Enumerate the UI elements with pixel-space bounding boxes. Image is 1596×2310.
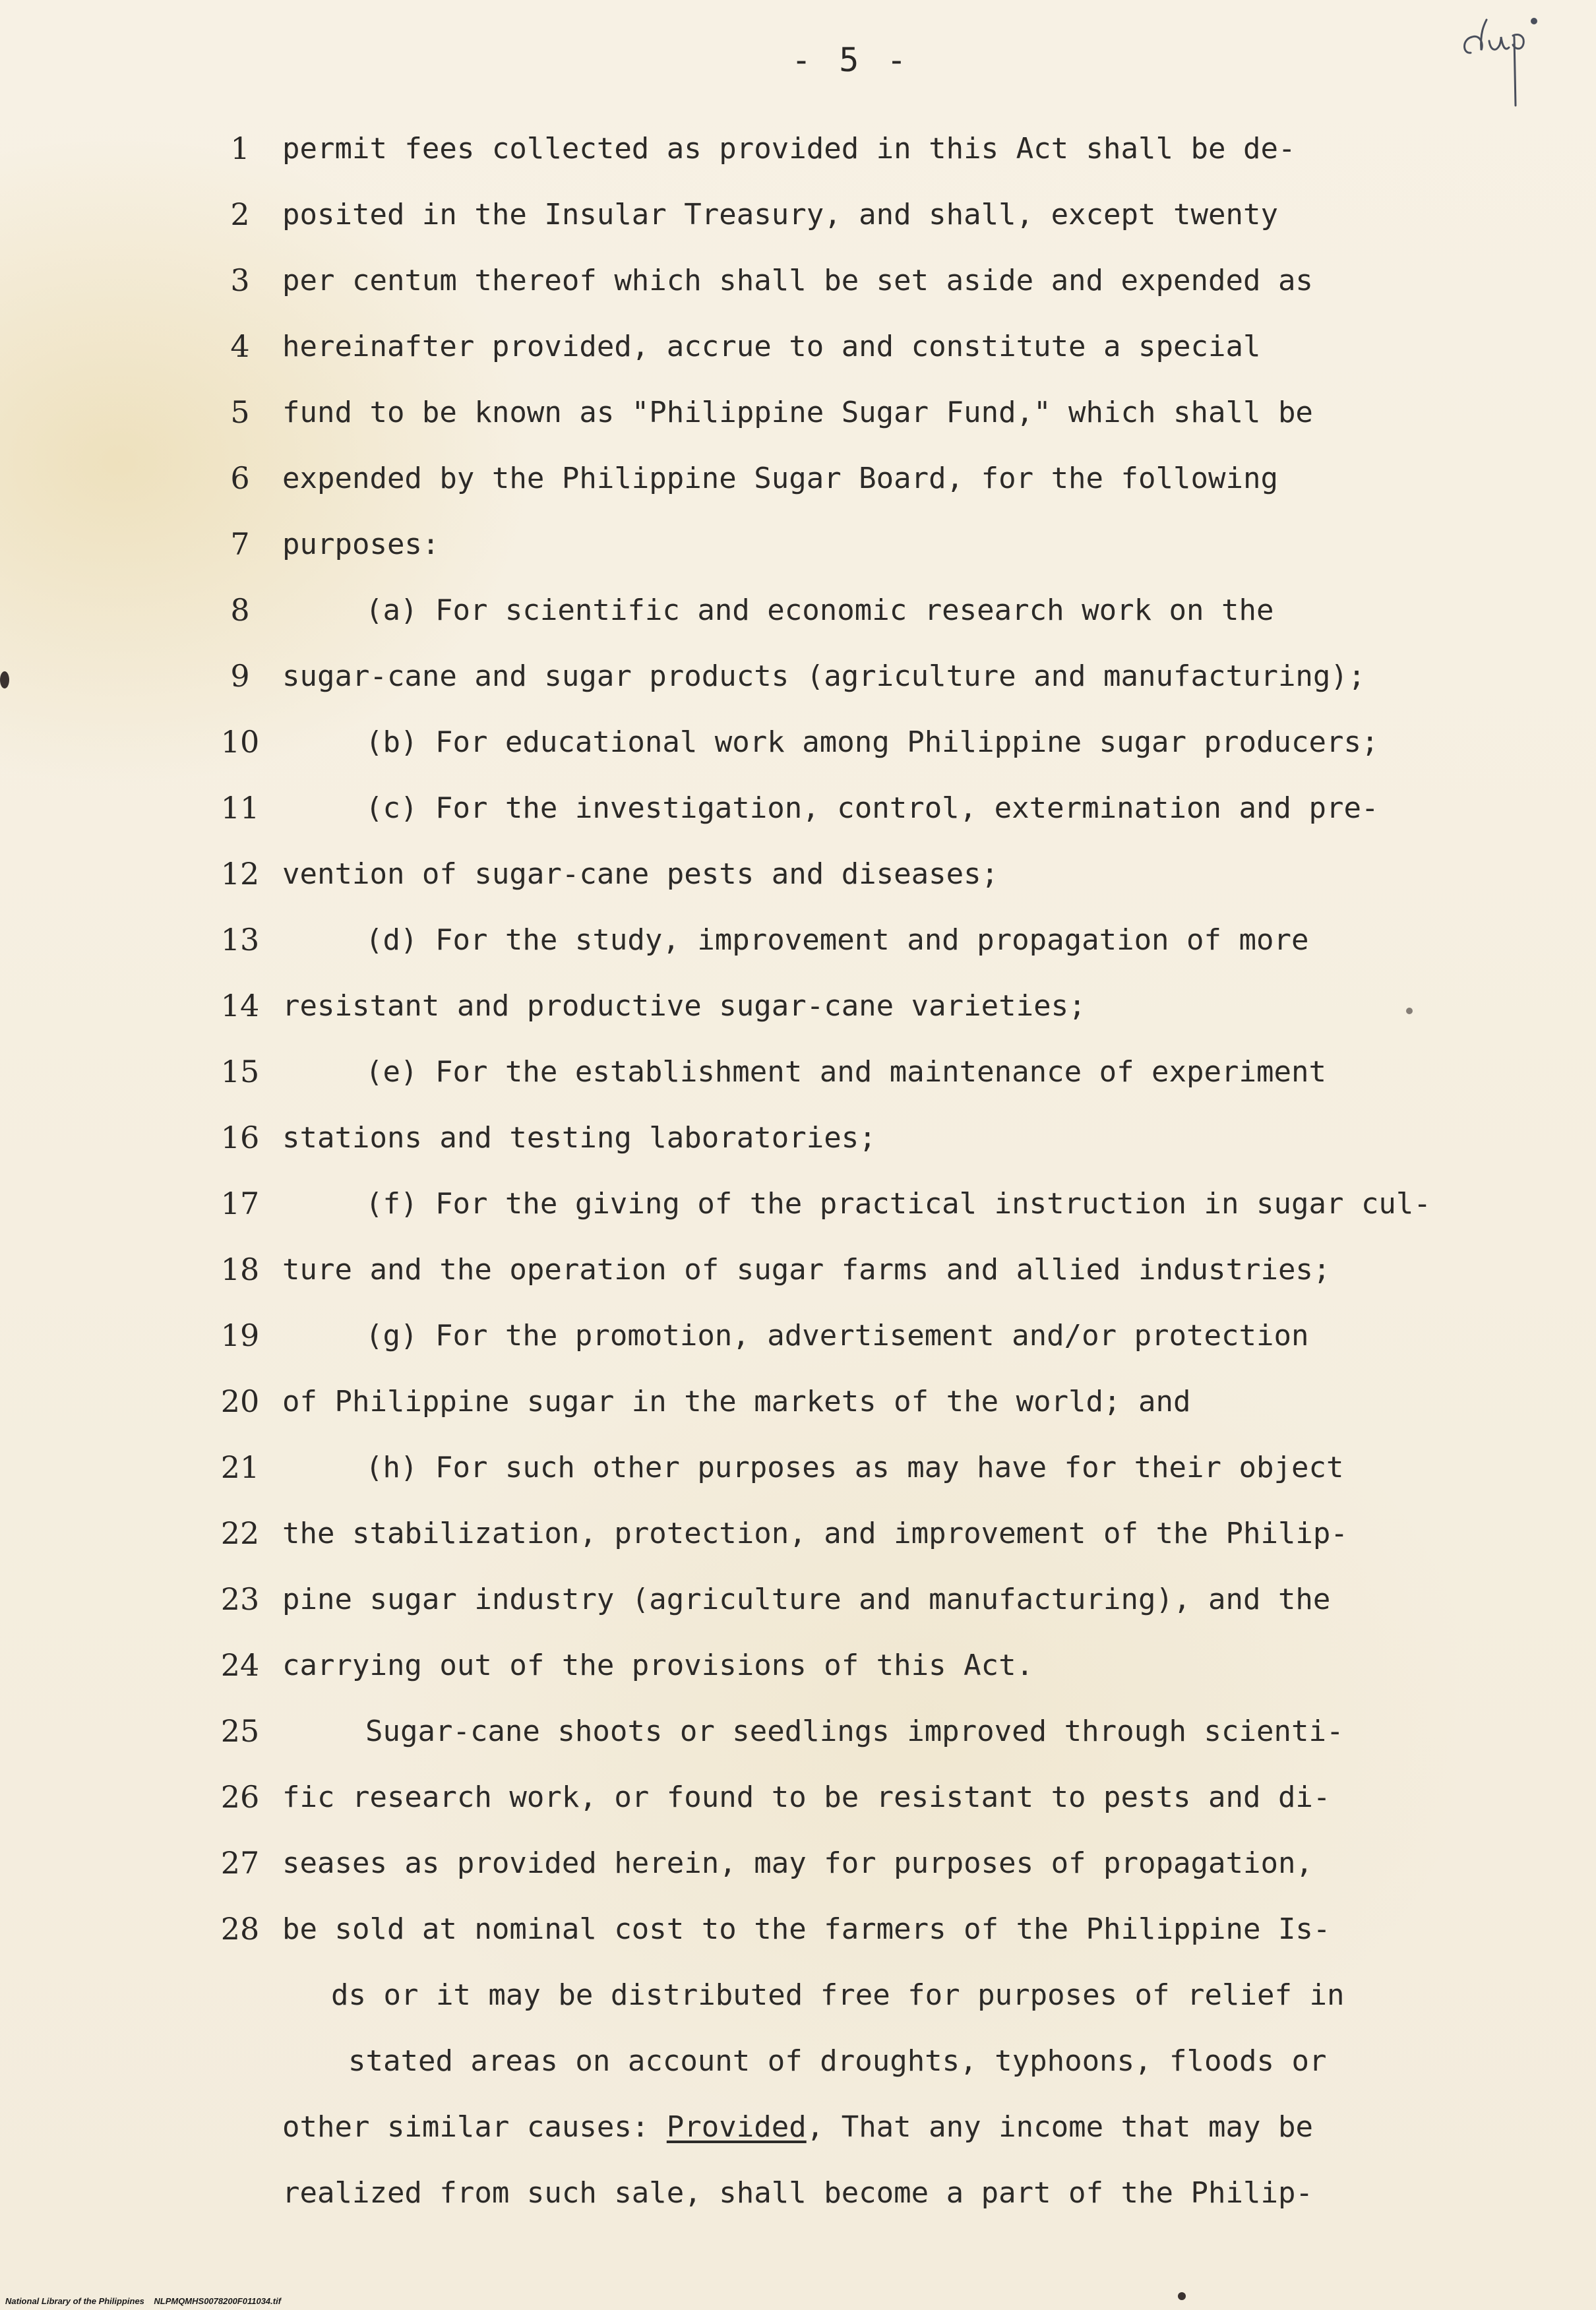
line-text: other similar causes: <box>282 2110 667 2144</box>
line-number: 19 <box>220 1318 260 1353</box>
line-number: 14 <box>220 988 260 1023</box>
line-number: 3 <box>230 262 250 298</box>
document-line: ture and the operation of sugar farms and allied industries; <box>282 1253 1331 1287</box>
line-number: 1 <box>230 131 250 166</box>
document-line: the stabilization, protection, and improvement of the Philip- <box>282 1517 1348 1550</box>
line-number: 15 <box>220 1054 260 1089</box>
document-line: stations and testing laboratories; <box>282 1121 876 1155</box>
document-line: ds or it may be distributed free for purposes of relief in <box>331 1978 1345 2012</box>
scan-speck <box>1406 1008 1413 1014</box>
line-number: 26 <box>220 1779 260 1815</box>
document-line: (b) For educational work among Philippine sugar producers; <box>365 725 1379 759</box>
line-number: 4 <box>230 328 250 364</box>
document-line: (a) For scientific and economic research work on the <box>365 593 1274 627</box>
line-number: 25 <box>220 1713 260 1749</box>
document-line: carrying out of the provisions of this Act. <box>282 1649 1034 1682</box>
line-text: , That any income that may be <box>806 2110 1313 2144</box>
document-line: (h) For such other purposes as may have for their object <box>365 1451 1344 1484</box>
line-number: 8 <box>230 592 250 628</box>
document-line: seases as provided herein, may for purposes of propagation, <box>282 1846 1313 1880</box>
line-number: 6 <box>230 460 250 496</box>
line-number: 24 <box>220 1647 260 1683</box>
line-number: 27 <box>220 1845 260 1881</box>
underlined-term: Provided <box>666 2110 807 2144</box>
document-line: expended by the Philippine Sugar Board, for the following <box>282 462 1278 495</box>
line-number: 12 <box>220 856 260 892</box>
line-number: 16 <box>220 1120 260 1155</box>
line-number: 2 <box>230 197 250 232</box>
document-line: pine sugar industry (agriculture and manufacturing), and the <box>282 1583 1331 1616</box>
line-number: 7 <box>230 526 250 562</box>
document-line: per centum thereof which shall be set aside and expended as <box>282 264 1313 297</box>
line-number: 17 <box>220 1186 260 1221</box>
scan-speck <box>1178 2292 1186 2300</box>
document-line: (g) For the promotion, advertisement and/or protection <box>365 1319 1309 1353</box>
line-number: 11 <box>220 790 260 826</box>
document-line: realized from such sale, shall become a part of the Philip- <box>282 2176 1313 2210</box>
document-line: stated areas on account of droughts, typhoons, floods or <box>348 2044 1327 2078</box>
document-line: vention of sugar-cane pests and diseases; <box>282 857 999 891</box>
document-line: (e) For the establishment and maintenance of experiment <box>365 1055 1326 1089</box>
archive-footer: National Library of the Philippines NLPMQMHS0078200F011034.tif <box>5 2296 282 2306</box>
line-number: 22 <box>220 1515 260 1551</box>
line-number: 13 <box>220 922 260 957</box>
document-line: fund to be known as "Philippine Sugar Fund," which shall be <box>282 396 1313 429</box>
document-line: be sold at nominal cost to the farmers of the Philippine Is- <box>282 1912 1331 1946</box>
document-line: (d) For the study, improvement and propagation of more <box>365 923 1309 957</box>
line-number: 28 <box>220 1911 260 1947</box>
document-line: (f) For the giving of the practical instruction in sugar cul- <box>365 1187 1431 1221</box>
line-number: 10 <box>220 724 260 760</box>
document-line: fic research work, or found to be resistant to pests and di- <box>282 1780 1331 1814</box>
document-line: Sugar-cane shoots or seedlings improved through scienti- <box>365 1715 1344 1748</box>
line-number: 21 <box>220 1449 260 1485</box>
handwritten-dup-note <box>1458 7 1576 112</box>
document-line: purposes: <box>282 528 440 561</box>
document-line: hereinafter provided, accrue to and constitute a special <box>282 330 1261 363</box>
line-number: 9 <box>230 658 250 694</box>
page-number: - 5 - <box>791 41 911 79</box>
document-line: of Philippine sugar in the markets of the world; and <box>282 1385 1191 1418</box>
scan-speck <box>0 671 9 688</box>
document-line <box>282 2110 1313 2144</box>
document-line: resistant and productive sugar-cane varieties; <box>282 989 1086 1023</box>
line-number: 18 <box>220 1252 260 1287</box>
line-number: 20 <box>220 1383 260 1419</box>
document-line: sugar-cane and sugar products (agriculture and manufacturing); <box>282 659 1366 693</box>
document-line: posited in the Insular Treasury, and shall, except twenty <box>282 198 1278 231</box>
document-line: (c) For the investigation, control, extermination and pre- <box>365 791 1379 825</box>
line-number: 23 <box>220 1581 260 1617</box>
line-number: 5 <box>230 394 250 430</box>
document-line: permit fees collected as provided in this Act shall be de- <box>282 132 1296 166</box>
